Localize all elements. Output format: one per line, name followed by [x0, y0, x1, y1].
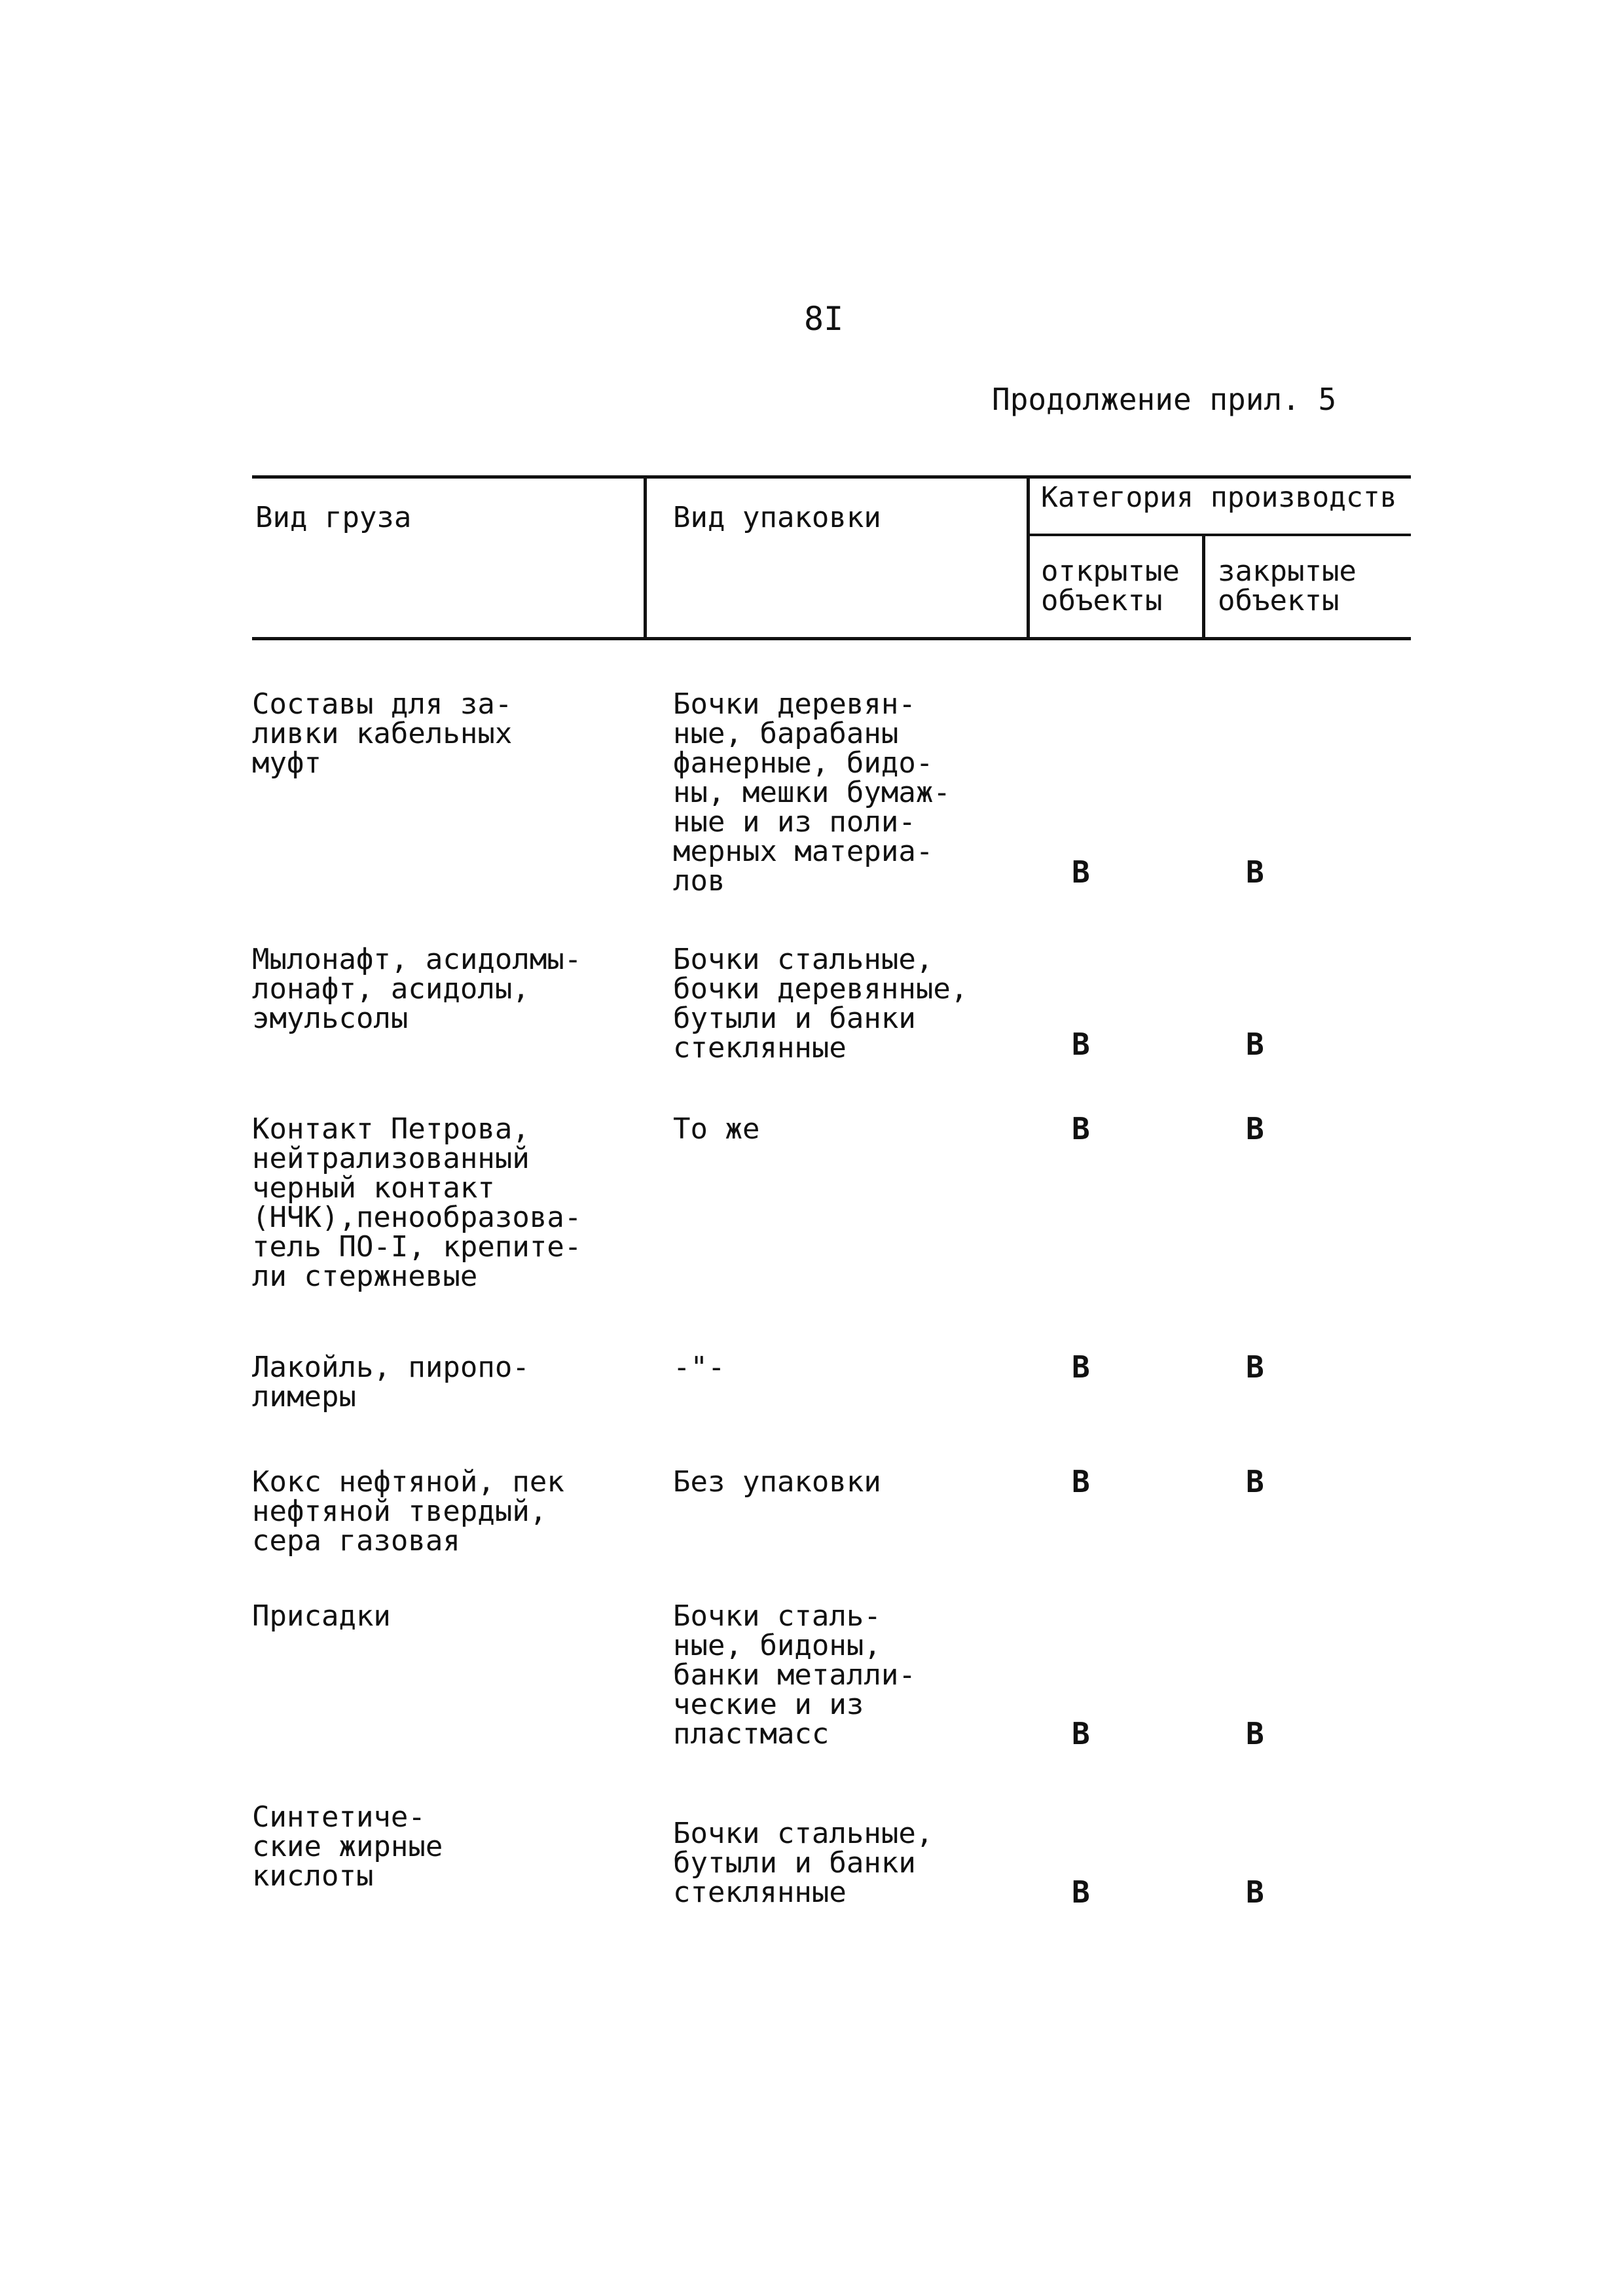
open-category-cell: В	[1072, 1716, 1090, 1751]
header-open-objects: открытые объекты	[1041, 555, 1180, 617]
open-category-cell: В	[1072, 1111, 1090, 1146]
header-category: Категория производств	[1041, 481, 1397, 514]
header-cargo: Вид груза	[255, 501, 412, 534]
table-top-rule	[252, 475, 1411, 479]
packaging-cell: Бочки сталь- ные, бидоны, банки металли- ческие и из пластмасс	[673, 1599, 916, 1751]
packaging-cell: Бочки стальные, бутыли и банки стеклянные	[673, 1817, 934, 1909]
cargo-cell: Кокс нефтяной, пек нефтяной твердый, сера газовая	[252, 1465, 564, 1558]
column-divider-2	[1027, 475, 1030, 639]
header-packaging: Вид упаковки	[673, 501, 881, 534]
packaging-cell: -"-	[673, 1351, 725, 1384]
packaging-cell: Бочки деревян- ные, барабаны фанерные, бидо- ны, мешки бумаж- ные и из поли- мерных материа- лов	[673, 687, 951, 898]
column-divider-3	[1202, 534, 1205, 639]
column-divider-1	[644, 475, 647, 639]
packaging-cell: Бочки стальные, бочки деревянные, бутыли и банки стеклянные	[673, 943, 968, 1065]
open-category-cell: В	[1072, 1464, 1090, 1499]
closed-category-cell: В	[1246, 1464, 1264, 1499]
cargo-cell: Контакт Петрова, нейтрализованный черный контакт (НЧК),пенообразова- тель ПО-I, крепите- ли стержневые	[252, 1112, 582, 1293]
cargo-cell: Присадки	[252, 1599, 391, 1633]
continuation-label: Продолжение прил. 5	[992, 382, 1337, 417]
closed-category-cell: В	[1246, 1874, 1264, 1910]
category-underline	[1030, 534, 1411, 536]
open-category-cell: В	[1072, 1027, 1090, 1062]
closed-category-cell: В	[1246, 1716, 1264, 1751]
closed-category-cell: В	[1246, 1349, 1264, 1385]
cargo-cell: Мылонафт, асидолмы- лонафт, асидолы, эмульсолы	[252, 943, 582, 1035]
page-number: 8I	[804, 300, 844, 338]
closed-category-cell: В	[1246, 854, 1264, 890]
open-category-cell: В	[1072, 1349, 1090, 1385]
cargo-cell: Составы для за- ливки кабельных муфт	[252, 687, 513, 780]
closed-category-cell: В	[1246, 1027, 1264, 1062]
packaging-cell: Без упаковки	[673, 1465, 881, 1499]
cargo-cell: Лакойль, пиропо- лимеры	[252, 1351, 530, 1413]
open-category-cell: В	[1072, 1874, 1090, 1910]
cargo-cell: Синтетиче- ские жирные кислоты	[252, 1800, 443, 1893]
packaging-cell: То же	[673, 1112, 760, 1146]
closed-category-cell: В	[1246, 1111, 1264, 1146]
header-bottom-rule	[252, 637, 1411, 640]
open-category-cell: В	[1072, 854, 1090, 890]
header-closed-objects: закрытые объекты	[1218, 555, 1357, 617]
